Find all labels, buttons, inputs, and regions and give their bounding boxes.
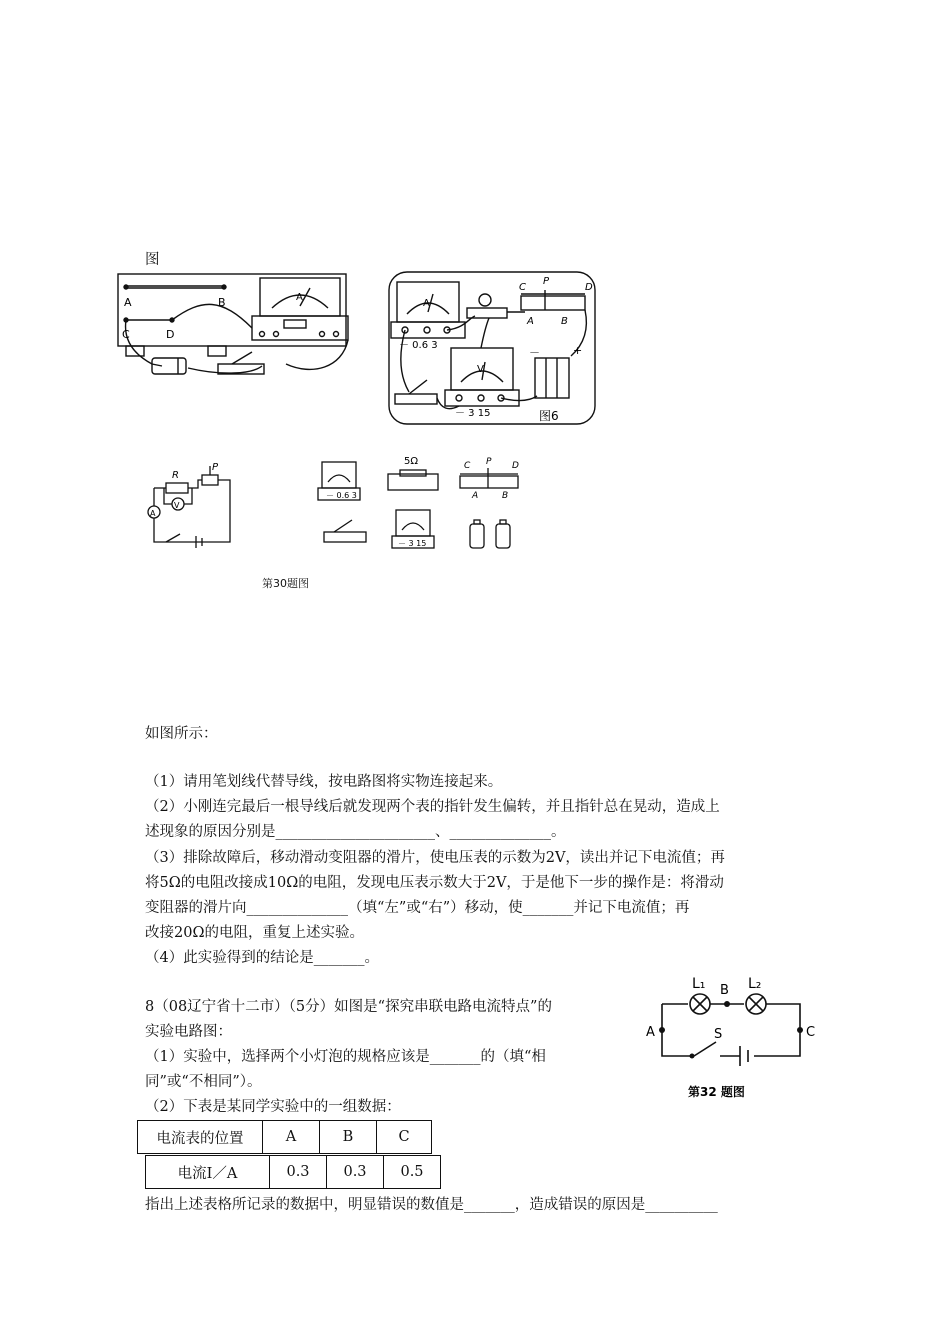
fig32-b: B bbox=[720, 983, 729, 998]
intro-text: 如图所示： bbox=[145, 726, 218, 742]
current-table-header bbox=[137, 1120, 432, 1154]
problem-8-q2: （2）下表是某同学实验中的一组数据： bbox=[145, 1099, 401, 1115]
figure-30-caption: 第30题图 bbox=[262, 577, 309, 590]
fig32-l2: L₂ bbox=[748, 976, 762, 992]
table-cell-a: A bbox=[263, 1121, 320, 1154]
voltmeter-letter: V bbox=[477, 364, 484, 375]
fig32-s: S bbox=[714, 1027, 723, 1042]
table-cell-c: C bbox=[377, 1121, 432, 1154]
figure-32-caption: 第32 题图 bbox=[688, 1085, 745, 1099]
figure-6-caption: 图6 bbox=[539, 409, 559, 423]
ammeter-terminals: － 0.6 3 bbox=[399, 340, 438, 351]
board-outline bbox=[118, 274, 346, 346]
c-ammeter-terms: － 0.6 3 bbox=[326, 491, 357, 500]
question-3-line-2: 将5Ω的电阻改接成10Ω的电阻，发现电压表示数大于2V，于是他下一步的操作是：将滑动 bbox=[145, 875, 724, 891]
question-1: （1）请用笔划线代替导线，按电路图将实物连接起来。 bbox=[145, 774, 503, 790]
final-question: 指出上述表格所记录的数据中，明显错误的数值是_______，造成错误的原因是__________ bbox=[145, 1197, 718, 1213]
problem-8-line-1: 8（08辽宁省十二市）（5分）如图是“探究串联电路电流特点”的 bbox=[145, 999, 552, 1015]
problem-8-q1-line-1: （1）实验中，选择两个小灯泡的规格应该是_______的（填“相 bbox=[145, 1049, 546, 1065]
problem-8-line-2: 实验电路图： bbox=[145, 1024, 232, 1040]
figure-6 bbox=[385, 268, 600, 428]
sch-a: A bbox=[150, 509, 156, 518]
figure-label: 图 bbox=[145, 252, 160, 268]
rheo-p: P bbox=[543, 276, 550, 287]
table-cell-b: B bbox=[320, 1121, 377, 1154]
label-c: C bbox=[122, 328, 130, 341]
question-2-line-1: （2）小刚连完最后一根导线后就发现两个表的指针发生偏转，并且指针总在晃动，造成上 bbox=[145, 799, 720, 815]
table-cell-value-a: 0.3 bbox=[270, 1156, 327, 1189]
c-rheo-b: B bbox=[502, 491, 509, 501]
schematic-30 bbox=[140, 458, 250, 554]
question-3-line-3: 变阻器的滑片向______________（填“左”或“右”）移动，使_______并记下电流值；再 bbox=[145, 900, 690, 916]
components-30 bbox=[310, 452, 530, 560]
meter-letter: A bbox=[296, 292, 303, 303]
table-cell-position-label: 电流表的位置 bbox=[138, 1121, 263, 1154]
c-voltmeter-terms: － 3 15 bbox=[398, 539, 427, 548]
sch-r: R bbox=[172, 470, 179, 481]
resistor-label: 5Ω bbox=[404, 456, 419, 467]
c-rheo-p: P bbox=[486, 457, 492, 467]
rheo-d: D bbox=[585, 282, 593, 293]
table-cell-value-b: 0.3 bbox=[327, 1156, 384, 1189]
rheo-c: C bbox=[519, 282, 526, 293]
sch-v: V bbox=[174, 501, 180, 510]
battery-minus: － bbox=[529, 346, 540, 359]
table-cell-value-c: 0.5 bbox=[384, 1156, 441, 1189]
problem-8-q1-line-2: 同”或“不相同”）。 bbox=[145, 1074, 262, 1090]
resistance-board-figure bbox=[112, 268, 362, 390]
c-rheo-d: D bbox=[512, 461, 519, 471]
c-rheo-a: A bbox=[472, 491, 479, 501]
question-2-line-2: 述现象的原因分别是______________________、______________。 bbox=[145, 824, 566, 840]
label-b: B bbox=[218, 296, 226, 309]
rheo-a: A bbox=[527, 316, 534, 327]
current-table-values bbox=[145, 1155, 441, 1189]
label-a: A bbox=[124, 296, 132, 309]
question-3-line-1: （3）排除故障后，移动滑动变阻器的滑片，使电压表的示数为2V，读出并记下电流值；再 bbox=[145, 850, 725, 866]
fig32-a: A bbox=[646, 1025, 655, 1040]
question-4: （4）此实验得到的结论是_______。 bbox=[145, 950, 379, 966]
question-3-line-4: 改接20Ω的电阻，重复上述实验。 bbox=[145, 925, 364, 941]
label-d: D bbox=[166, 328, 175, 341]
voltmeter-terminals: － 3 15 bbox=[455, 408, 491, 419]
c-rheo-c: C bbox=[464, 461, 471, 471]
rheo-b: B bbox=[561, 316, 568, 327]
sch-p: P bbox=[212, 462, 219, 473]
figure-32 bbox=[642, 972, 822, 1106]
ammeter-letter: A bbox=[423, 298, 430, 309]
fig32-l1: L₁ bbox=[692, 976, 706, 992]
battery-plus: + bbox=[573, 344, 583, 357]
table-cell-current-label: 电流I／A bbox=[146, 1156, 270, 1189]
fig32-c: C bbox=[806, 1025, 816, 1040]
